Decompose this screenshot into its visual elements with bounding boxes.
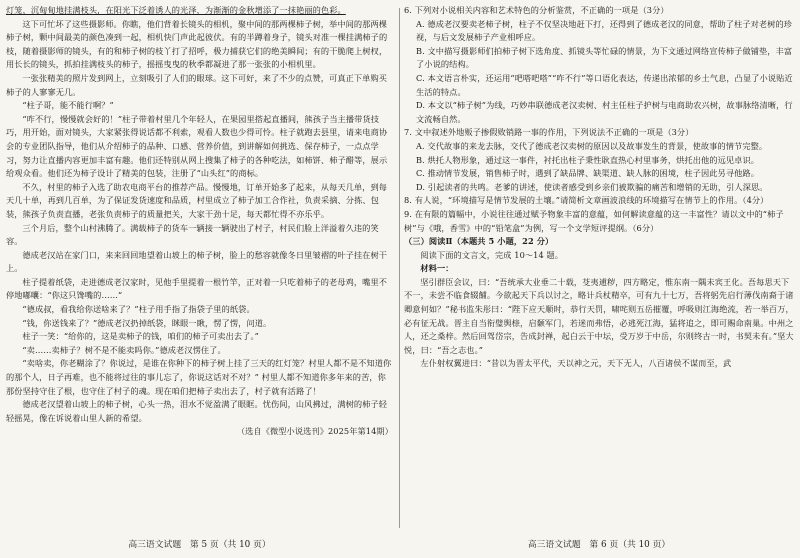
left-para-8: 柱子提着纸袋，走进德成老汉家时，见他手里提着一根竹竿，正对着一只吃着柿子的老母鸡，嘴里不停地嘟囔：“你这只馋嘴的……” [6, 276, 388, 301]
left-para-14: 德成老汉望着山坡上的柿子树，心头一热，泪水不觉盈满了眼眶。忧伤间，山风拂过，满树的柿子轻轻摇晃，像在诉说着山里人新的希望。 [6, 399, 388, 423]
question-6: 6. 下列对小说相关内容和艺术特色的分析鉴赏，不正确的一项是（3分） [404, 5, 669, 15]
section-heading: （三）阅读Ⅱ（本题共 5 小题，22 分） [404, 236, 554, 247]
page-divider [399, 8, 400, 528]
left-para-11: 柱子一笑：“给你的，这是卖柿子的钱，咱们的柿子可卖出去了。” [22, 331, 259, 342]
section-instruction: 阅读下面的文言文，完成 10～14 题。 [420, 249, 564, 260]
question-8: 8. 有人说，“环境描写是情节发展的土壤。”请简析文章画波浪线的环境描写在情节上的作用。（4分） [404, 195, 769, 206]
left-para-1: 这下可忙坏了这些摄影师。你瞧，他们背着长镜头的相机，聚中间的那两棵柿子树，举中间的那两棵柿子树，颗中间最美的颜色凑到一起，相机快门声此起彼伏。有的半蹲着身子，镜头对准一棵挂满柿子的枝，随着摄影师的镜头，有的和柿子树的枝丫打了招呼，极力捕获它们的绝美瞬间；有的干脆爬上树杈，用长长的镜头，抓拍挂满枝头的柿子，摇摇曳曳的秋季都凝进了那一张张的小相机里。 [6, 18, 388, 70]
left-para-4: “咋不行，慢慢就会好的！”柱子带着村里几个年轻人，在果园里搭起直播间，熊孩子当主播带货技巧，用开始，面对镜头，大家紧张得说话都不利索，观看人数也少得可怜。柱子就跑去县里，请来电商协会的专业团队指导，他们从介绍柿子的品种、口感、营养价值，到讲解如何挑选、保存柿子，一点点学习，努力让直播内容更加丰富有趣。他们还特别从网上搜集了柿子的各种吃法，如柿饼、柿子醋等，展示给观众看。他们还为柿子设计了精美的包装，注册了“山头红”的商标。 [6, 113, 388, 179]
left-para-3: “柱子哥，能不能行啊？” [22, 100, 114, 111]
left-para-13: “卖啥卖，你老糊涂了？你说过，是谁在你种下的柿子树上挂了三天的红灯笼？村里人都不是不知道你的那个人，日子再难，也不能将过往的事儿忘了，你说这话对不对？” 村里人都不知道你多年来的苦，你那份坚持守住了根，也守住了村子的魂。现在咱们把柿子卖出去了，村子就有活路了！ [6, 358, 392, 396]
left-para-6: 三个月后，整个山村沸腾了。满载柿子的货车一辆接一辆驶出了村子，村民们脸上洋溢着久违的笑容。 [6, 222, 379, 247]
left-para-10: “钱，你送钱来了？”德成老汉扔掉纸袋，眯眼一瞅，愣了愣，问道。 [22, 317, 272, 328]
question-7: 7. 文中叙述外地贩子掺假败销路一事的作用，下列说法不正确的一项是（3分） [404, 127, 694, 138]
left-para-7: 德成老汉站在家门口，来来回回地望着山坡上的柿子树，脸上的愁容就像冬日里皱褶的叶子挂在树干上。 [6, 249, 388, 274]
question-7-option-c: C. 推动情节发展，销售柿子时，遇到了缺品牌、缺渠道、缺人脉的困境，柱子因此另寻他路。 [416, 168, 759, 179]
right-page [404, 4, 794, 371]
left-page-footer: 高三语文试题 第 5 页（共 10 页） [128, 540, 271, 550]
material-para-2: 左仆射权翼进曰：“昔以为晋太平代，天以神之元，天下无人，八百诸侯不谋而至，武 [420, 358, 732, 369]
right-page-footer: 高三语文试题 第 6 页（共 10 页） [527, 540, 671, 550]
left-para-9: “德成叔，看我给你送啥来了？”柱子用手指了指袋子里的纸袋。 [22, 304, 255, 315]
question-6-option-d: D. 本文以“柿子树”为线，巧妙串联德成老汉卖树、村主任柱子护树与电商助农兴树，故事脉络清晰，行文流畅自然。 [416, 100, 793, 124]
question-7-option-b: B. 烘托人物形象，通过这一事件，衬托出柱子秉性耿直热心村里事务，烘托出他的远见卓识。 [416, 154, 760, 165]
question-7-option-d: D. 引起读者的共鸣。老爹的讲述，使读者感受到乡亲们被欺骗的痛苦和增销的无助，引人深思。 [416, 181, 768, 192]
left-para-0: 灯笼，沉甸甸地挂满枝头，在阳光下泛着诱人的光泽，为渐渐的金秋增添了一抹艳丽的色彩。 [6, 5, 346, 15]
material-label: 材料一： [420, 263, 454, 274]
left-para-2: 一张张精美的照片发到网上，立刻吸引了人们的眼球。这下可好，来了不少的点赞，可真正下单购买柿子的人寥寥无几。 [6, 72, 388, 97]
left-page [6, 4, 393, 439]
left-source: （选自《微型小说选刊》2025年第14期） [236, 426, 393, 437]
left-para-5: 不久，村里的柿子入选了助农电商平台的推荐产品。慢慢地，订单开始多了起来，从每天几单，到每天几十单，再到几百单，为了保证发货速度和品质，村里成立了柿子加工合作社，负责采摘、分拣、包装，熊孩子负责直播，老张负责柿子的质量把关，大家干劲十足，每天都忙得不亦乐乎。 [6, 181, 388, 219]
question-6-option-b: B. 文中描写摄影师们拍柿子树下选角度、抓镜头等忙碌的情景，为下文通过网络宣传柿子做铺垫，丰富了小说的结构。 [416, 45, 793, 70]
question-9: 9. 在有限的篇幅中，小说往往通过赋予物象丰富的意蕴，如何解读意蕴的这一丰富性？请以文中的“柿子树”与《哦，香雪》中的“铅笔盒”为例，写一个文学短评提纲。（6分） [404, 208, 784, 233]
question-6-option-a: A. 德成老汉要卖老柿子树，柱子不仅坚决地赶下打，还得到了德成老汉的同意，帮助了柱子对老树的珍视，与后文发展柿子产业相呼应。 [416, 18, 793, 43]
question-7-option-a: A. 交代故事的来龙去脉，交代了德成老汉卖树的原因以及故事发生的背景，使故事的情节完整。 [416, 140, 768, 151]
question-6-option-c: C. 本文语言朴实，还运用“吧嗒吧嗒”“咋不行”等口语化表达，传递出浓郁的乡土气息，凸显了小说贴近生活的特点。 [416, 72, 793, 97]
left-para-12: “卖……卖柿子？树不是不能卖吗你。”德成老汉愣住了。 [22, 344, 226, 355]
material-para-1: 坚引群臣会议，曰：“吾统承大业垂二十载，芟夷逋秽，四方略定，惟东南一隅未宾王化。吾每思天下不一，未尝不临食辍餔。今欲起天下兵以讨之，略计兵杖精卒，可有九十七万，吾将躬先启行薄伐南裔于诸卿意何如？”秘书监朱彤曰：“陛下应天顺时，恭行天罚，啸咤则五岳摧覆，呼吸则江海绝流，若一举百万，必有征无战。晋主自当衔璧舆榇，启颡军门，若迷而弗悟，必逃死江海，猛将追之，即可赐命南巢。中州之人，还之桑梓。然后回驾岱宗，告成封禅，起白云于中坛，受万岁于中岳，尔则终古一时，书契未有。”坚大悦，曰：“吾之志也。” [404, 276, 794, 355]
